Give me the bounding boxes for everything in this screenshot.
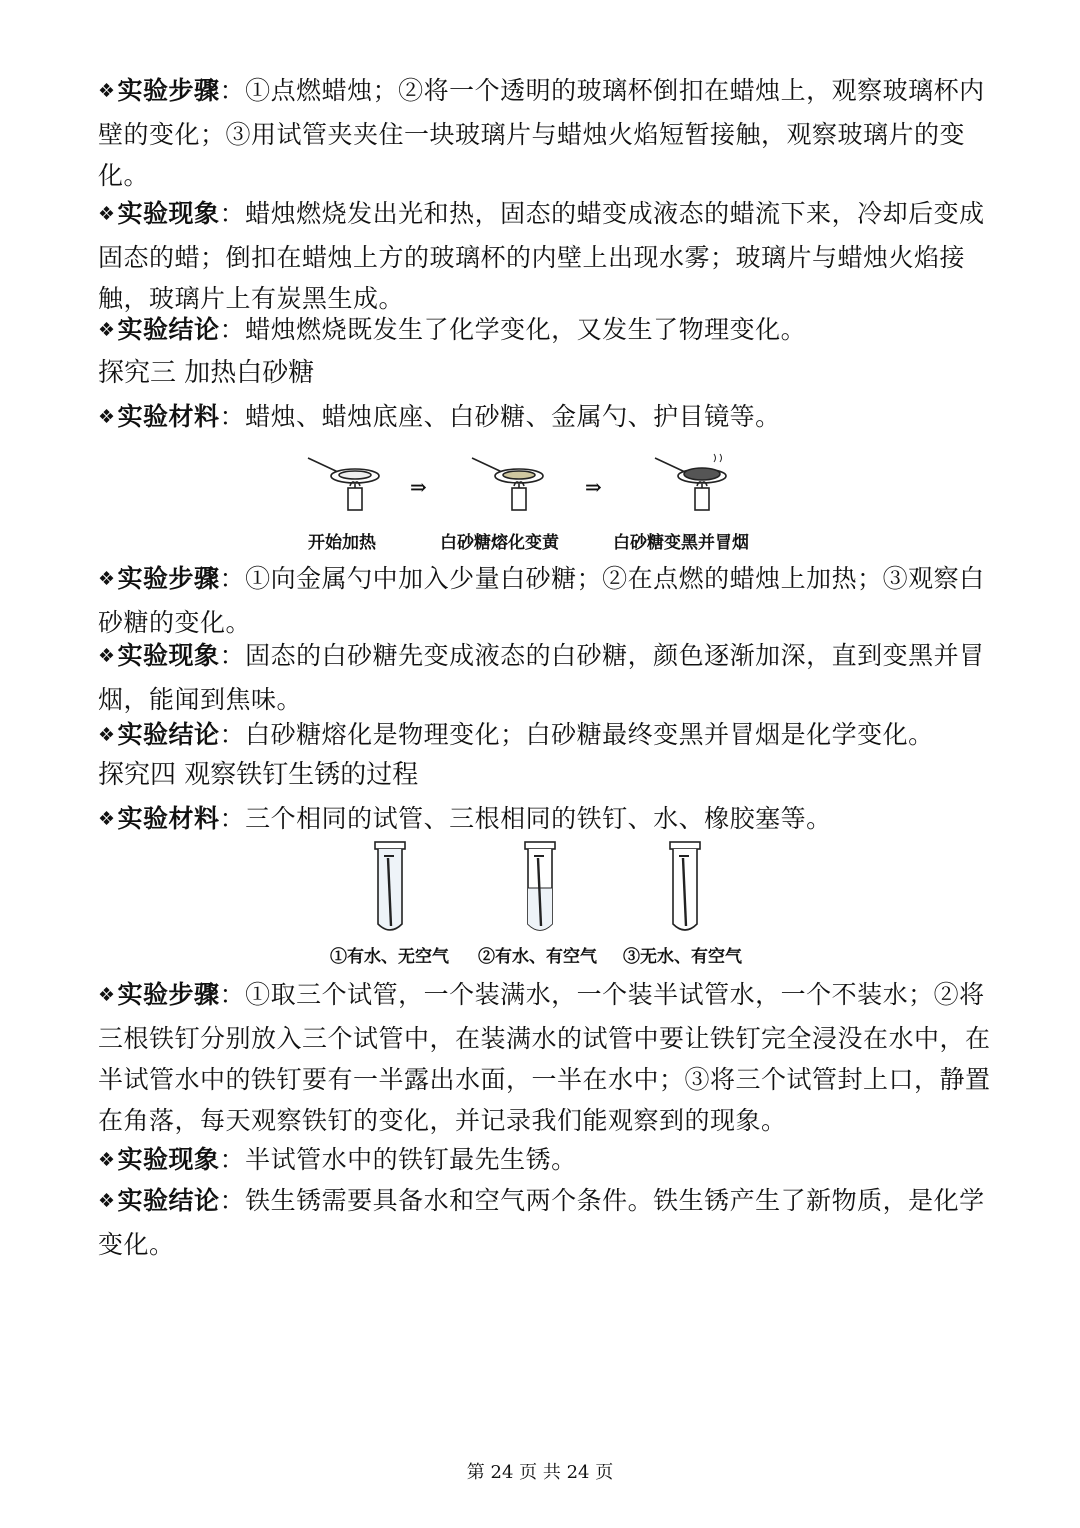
exp2-steps-text: ：①点燃蜡烛；②将一个透明的玻璃杯倒扣在蜡烛上，观察玻璃杯内壁的变化；③用试管夹夹住一块玻璃片与蜡烛火焰短暂接触，观察玻璃片的变化。 xyxy=(98,76,985,190)
page-footer: 第 24 页 共 24 页 xyxy=(466,1462,614,1483)
exp4-conclusion-label: 实验结论 xyxy=(117,1186,220,1215)
bullet-icon: ❖ xyxy=(98,1190,116,1212)
arrow-icon: ⇒ xyxy=(410,475,427,499)
exp4-steps xyxy=(98,974,993,1141)
exp4-materials-text: ：三个相同的试管、三根相同的铁钉、水、橡胶塞等。 xyxy=(219,804,832,833)
exp3-steps-label: 实验步骤 xyxy=(117,564,220,593)
spoon-stage-2 xyxy=(472,458,543,510)
spoon-stage-3 xyxy=(655,454,726,510)
bullet-icon: ❖ xyxy=(98,80,116,102)
exp2-phenomenon-label: 实验现象 xyxy=(117,199,220,228)
test-tubes-illustration xyxy=(330,838,760,938)
exp2-conclusion xyxy=(98,309,993,353)
test-tube-2 xyxy=(525,842,555,930)
figure-caption-smoke: 白砂糖变黑并冒烟 xyxy=(613,533,749,553)
exp3-materials-text: ：蜡烛、蜡烛底座、白砂糖、金属勺、护目镜等。 xyxy=(219,402,781,431)
tube-caption-3: ③无水、有空气 xyxy=(623,947,742,967)
exp2-conclusion-text: ：蜡烛燃烧既发生了化学变化，又发生了物理变化。 xyxy=(219,315,807,344)
exp3-conclusion xyxy=(98,714,993,758)
exp4-phenomenon-text: ：半试管水中的铁钉最先生锈。 xyxy=(219,1145,577,1174)
tube-caption-1: ①有水、无空气 xyxy=(330,947,449,967)
exp4-conclusion-text: ：铁生锈需要具备水和空气两个条件。铁生锈产生了新物质，是化学变化。 xyxy=(98,1186,985,1259)
exp3-steps xyxy=(98,558,993,643)
exp2-phenomenon-text: ：蜡烛燃烧发出光和热，固态的蜡变成液态的蜡流下来，冷却后变成固态的蜡；倒扣在蜡烛上方的玻璃杯的内壁上出现水雾；玻璃片与蜡烛火焰接触，玻璃片上有炭黑生成。 xyxy=(98,199,985,313)
exp4-conclusion xyxy=(98,1180,993,1265)
sugar-heating-illustration xyxy=(300,450,790,520)
test-tube-1 xyxy=(375,842,405,930)
tube-caption-2: ②有水、有空气 xyxy=(478,947,597,967)
bullet-icon: ❖ xyxy=(98,319,116,341)
exp2-steps-label: 实验步骤 xyxy=(117,76,220,105)
exp4-materials-label: 实验材料 xyxy=(117,804,220,833)
exp4-title: 探究四 观察铁钉生锈的过程 xyxy=(98,760,419,790)
exp3-conclusion-text: ：白砂糖熔化是物理变化；白砂糖最终变黑并冒烟是化学变化。 xyxy=(219,720,934,749)
bullet-icon: ❖ xyxy=(98,406,116,428)
spoon-stage-1 xyxy=(308,458,379,510)
test-tube-3 xyxy=(670,842,700,930)
exp2-conclusion-label: 实验结论 xyxy=(117,315,220,344)
bullet-icon: ❖ xyxy=(98,984,116,1006)
exp4-phenomenon-label: 实验现象 xyxy=(117,1145,220,1174)
bullet-icon: ❖ xyxy=(98,568,116,590)
rust-tubes-figure xyxy=(330,838,760,968)
exp3-title: 探究三 加热白砂糖 xyxy=(98,358,315,388)
figure-caption-start: 开始加热 xyxy=(308,533,376,553)
exp3-conclusion-label: 实验结论 xyxy=(117,720,220,749)
bullet-icon: ❖ xyxy=(98,1149,116,1171)
exp3-phenomenon xyxy=(98,635,993,720)
exp2-phenomenon xyxy=(98,193,993,319)
exp3-steps-text: ：①向金属勺中加入少量白砂糖；②在点燃的蜡烛上加热；③观察白砂糖的变化。 xyxy=(98,564,985,637)
exp4-steps-label: 实验步骤 xyxy=(117,980,220,1009)
exp3-materials xyxy=(98,396,993,440)
bullet-icon: ❖ xyxy=(98,645,116,667)
exp4-steps-text: ：①取三个试管，一个装满水，一个装半试管水，一个不装水；②将三根铁钉分别放入三个试管中，在装满水的试管中要让铁钉完全浸没在水中，在半试管水中的铁钉要有一半露出水面，一半在水中；③将三个试管封上口，静置在角落，每天观察铁钉的变化，并记录我们能观察到的现象。 xyxy=(98,980,991,1135)
bullet-icon: ❖ xyxy=(98,724,116,746)
exp3-phenomenon-text: ：固态的白砂糖先变成液态的白砂糖，颜色逐渐加深，直到变黑并冒烟，能闻到焦味。 xyxy=(98,641,985,714)
exp2-steps xyxy=(98,70,993,196)
exp4-phenomenon xyxy=(98,1139,993,1183)
bullet-icon: ❖ xyxy=(98,808,116,830)
figure-caption-melt: 白砂糖熔化变黄 xyxy=(440,533,559,553)
sugar-heating-figure xyxy=(300,450,790,555)
arrow-icon: ⇒ xyxy=(585,475,602,499)
bullet-icon: ❖ xyxy=(98,203,116,225)
exp3-materials-label: 实验材料 xyxy=(117,402,220,431)
exp4-materials xyxy=(98,798,993,842)
exp3-phenomenon-label: 实验现象 xyxy=(117,641,220,670)
